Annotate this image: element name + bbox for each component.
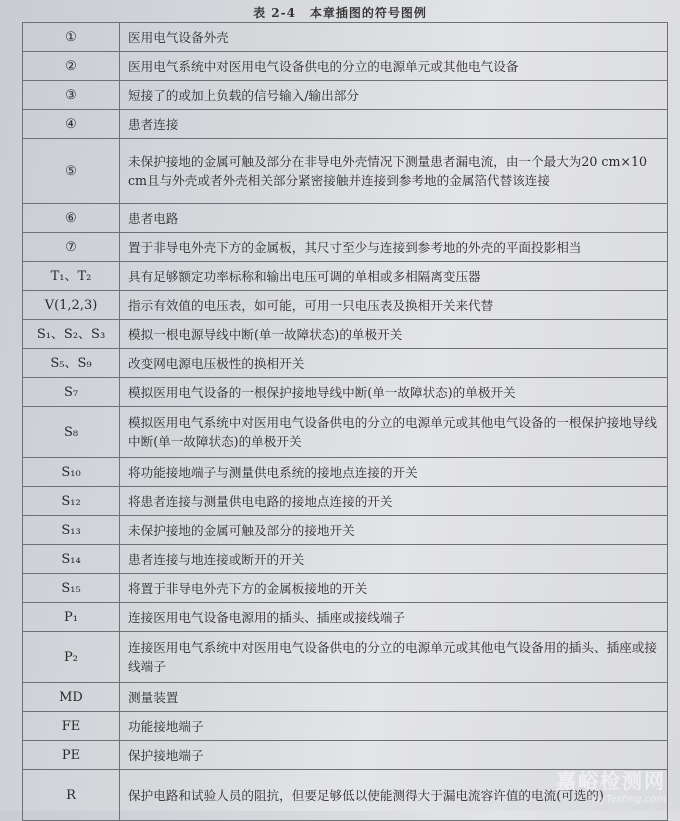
description-cell: 患者连接 [120,110,668,139]
table-row [23,407,668,458]
table-row [23,110,668,139]
description-cell: 将功能接地端子与测量供电系统的接地点连接的开关 [120,458,668,487]
description-cell: 具有足够额定功率标称和输出电压可调的单相或多相隔离变压器 [120,262,668,291]
symbol-cell: S₁₅ [23,574,120,603]
description-cell: 将置于非导电外壳下方的金属板接地的开关 [120,574,668,603]
table-row [23,516,668,545]
symbol-cell: ② [23,52,120,81]
table-row [23,349,668,378]
description-cell: 短接了的或加上负载的信号输入/输出部分 [120,81,668,110]
description-cell: 保护电路和试验人员的阻抗，但要足够低以使能测得大于漏电流容许值的电流(可选的) [120,770,668,821]
table-row [23,233,668,262]
description-cell: 模拟医用电气系统中对医用电气设备供电的分立的电源单元或其他电气设备的一根保护接地导线中断(单一故障状态)的单极开关 [120,407,668,458]
symbol-cell: T₁、T₂ [23,262,120,291]
table-row [23,632,668,683]
symbol-cell: S₈ [23,407,120,458]
table-title: 本章插图的符号图例 [309,6,427,20]
table-row [23,262,668,291]
symbol-cell: ④ [23,110,120,139]
table-row [23,683,668,712]
symbol-cell: S₅、S₉ [23,349,120,378]
watermark [556,765,666,805]
description-cell: 置于非导电外壳下方的金属板，其尺寸至少与连接到参考地的外壳的平面投影相当 [120,233,668,262]
description-cell: 医用电气系统中对医用电气设备供电的分立的电源单元或其他电气设备 [120,52,668,81]
symbol-cell: P₁ [23,603,120,632]
symbol-cell: FE [23,712,120,741]
table-row [23,574,668,603]
description-cell: 指示有效值的电压表，如可能，可用一只电压表及换相开关来代替 [120,291,668,320]
description-cell: 患者电路 [120,204,668,233]
table-row [23,545,668,574]
table-row [23,458,668,487]
symbol-cell: V(1,2,3) [23,291,120,320]
symbol-cell: PE [23,741,120,770]
description-cell: 功能接地端子 [120,712,668,741]
description-cell: 保护接地端子 [120,741,668,770]
table-row [23,52,668,81]
symbol-cell: S₁、S₂、S₃ [23,320,120,349]
symbol-cell: ⑤ [23,139,120,204]
watermark-url: AnyTesting.com [586,794,666,805]
watermark-brand: 嘉峪检测网 [556,769,666,793]
symbol-cell: S₁₄ [23,545,120,574]
table-row [23,487,668,516]
table-row [23,23,668,52]
description-cell: 改变网电源电压极性的换相开关 [120,349,668,378]
table-row [23,139,668,204]
table-row [23,291,668,320]
symbol-cell: ③ [23,81,120,110]
description-cell: 连接医用电气设备电源用的插头、插座或接线端子 [120,603,668,632]
table-row [23,712,668,741]
table-row [23,378,668,407]
table-row [23,320,668,349]
table-number: 表 2-4 [253,6,296,20]
symbol-cell: S₇ [23,378,120,407]
symbol-cell: S₁₂ [23,487,120,516]
symbol-cell: R [23,770,120,821]
description-cell: 患者连接与地连接或断开的开关 [120,545,668,574]
description-cell: 模拟一根电源导线中断(单一故障状态)的单极开关 [120,320,668,349]
symbol-cell: ⑦ [23,233,120,262]
description-cell: 未保护接地的金属可触及部分的接地开关 [120,516,668,545]
description-cell: 测量装置 [120,683,668,712]
description-cell: 医用电气设备外壳 [120,23,668,52]
description-cell: 未保护接地的金属可触及部分在非导电外壳情况下测量患者漏电流，由一个最大为20 cm×10 cm且与外壳或者外壳相关部分紧密接触并连接到参考地的金属箔代替该连接 [120,139,668,204]
description-cell: 模拟医用电气设备的一根保护接地导线中断(单一故障状态)的单极开关 [120,378,668,407]
description-cell: 连接医用电气系统中对医用电气设备供电的分立的电源单元或其他电气设备用的插头、插座或接线端子 [120,632,668,683]
symbol-cell: P₂ [23,632,120,683]
symbol-legend-table [22,22,668,821]
table-caption [0,4,680,21]
table-row [23,81,668,110]
symbol-cell: S₁₃ [23,516,120,545]
symbol-cell: ① [23,23,120,52]
symbol-cell: S₁₀ [23,458,120,487]
table-row [23,204,668,233]
description-cell: 将患者连接与测量供电电路的接地点连接的开关 [120,487,668,516]
table-row [23,603,668,632]
symbol-cell: ⑥ [23,204,120,233]
symbol-cell: MD [23,683,120,712]
